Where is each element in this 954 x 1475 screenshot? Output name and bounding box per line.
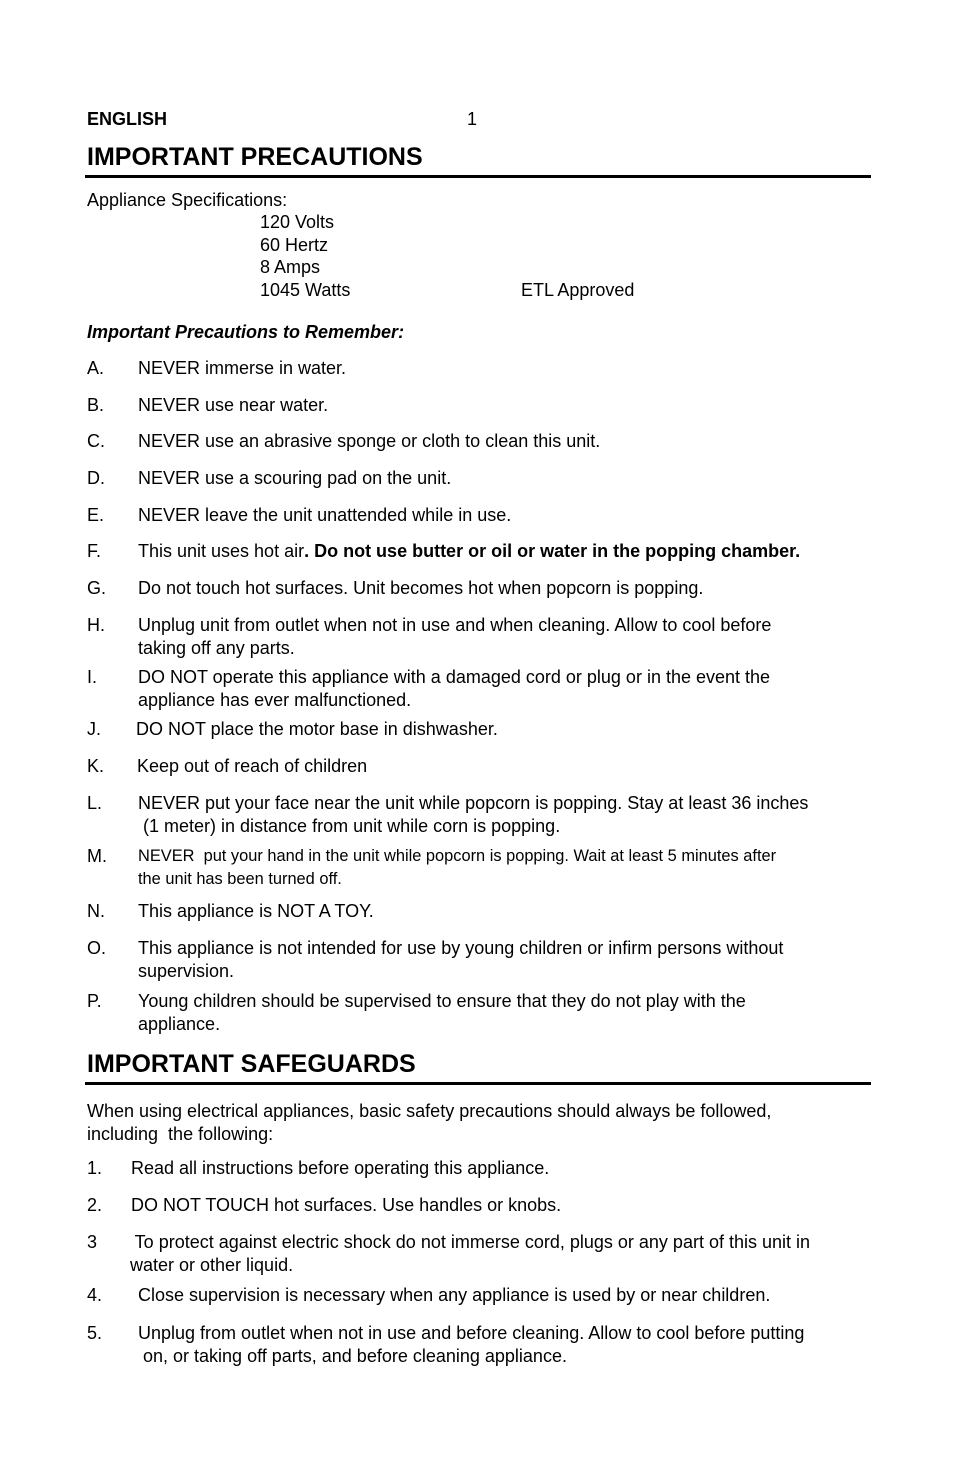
item-label: O. [87,938,107,958]
item-label: P. [87,991,102,1011]
item-label: K. [87,756,105,776]
item-text: supervision. [138,960,235,981]
item-text: (1 meter) in distance from unit while corn is popping. [138,815,561,836]
item-text: on, or taking off parts, and before cleaning appliance. [138,1345,567,1366]
item-label: 3 [87,1232,98,1252]
item-text: NEVER use near water. [138,395,329,415]
item-text: the unit has been turned off. [138,869,342,888]
approval-note: ETL Approved [521,280,635,300]
safeguards-intro: When using electrical appliances, basic safety precautions should always be followed, [87,1101,772,1121]
precautions-subtitle: Important Precautions to Remember: [87,322,405,342]
item-text: DO NOT operate this appliance with a damaged cord or plug or in the event the [138,667,771,687]
safeguards-heading: IMPORTANT SAFEGUARDS [87,1050,416,1078]
spec-watts: 1045 Watts [260,280,351,300]
item-label: 5. [87,1323,103,1343]
item-label: I. [87,667,98,687]
language-label: ENGLISH [87,109,168,129]
item-text: Unplug unit from outlet when not in use and when cleaning. Allow to cool before [138,615,772,635]
item-text: This appliance is not intended for use by young children or infirm persons without [138,938,784,958]
item-text: This appliance is NOT A TOY. [138,901,374,921]
heading-rule [85,1082,871,1085]
item-text: Do not touch hot surfaces. Unit becomes hot when popcorn is popping. [138,578,704,598]
item-label: M. [87,846,107,866]
item-text: NEVER use an abrasive sponge or cloth to clean this unit. [138,431,601,451]
item-text: taking off any parts. [138,637,295,658]
item-label: L. [87,793,103,813]
precautions-heading: IMPORTANT PRECAUTIONS [87,143,423,171]
item-label: A. [87,358,105,378]
item-text: DO NOT place the motor base in dishwasher. [136,719,498,739]
item-text-plain: This unit uses hot air [138,541,305,561]
spec-amps: 8 Amps [260,257,321,277]
item-label: 2. [87,1195,103,1215]
item-label: G. [87,578,107,598]
item-label: H. [87,615,105,635]
spec-volts: 120 Volts [260,212,335,232]
item-text: appliance has ever malfunctioned. [138,689,412,710]
item-label: D. [87,468,105,488]
item-label: J. [87,719,102,739]
item-label: B. [87,395,105,415]
item-text: Close supervision is necessary when any appliance is used by or near children. [138,1285,771,1305]
item-text-bold: . Do not use butter or oil or water in the popping chamber. [304,541,801,561]
item-text: To protect against electric shock do not immerse cord, plugs or any part of this unit in [130,1232,811,1252]
item-text: Keep out of reach of children [137,756,368,776]
item-label: 1. [87,1158,103,1178]
item-text: NEVER immerse in water. [138,358,347,378]
item-text: water or other liquid. [130,1254,294,1275]
heading-rule [85,175,871,178]
item-text: NEVER use a scouring pad on the unit. [138,468,452,488]
spec-label: Appliance Specifications: [87,190,288,210]
item-text: Young children should be supervised to ensure that they do not play with the [138,991,746,1011]
item-label: 4. [87,1285,103,1305]
item-text: appliance. [138,1013,221,1034]
item-label: N. [87,901,105,921]
item-label: F. [87,541,102,561]
item-text: NEVER leave the unit unattended while in use. [138,505,512,525]
item-label: E. [87,505,105,525]
item-text: NEVER put your hand in the unit while popcorn is popping. Wait at least 5 minutes after [138,847,777,865]
spec-hertz: 60 Hertz [260,235,329,255]
item-text: Unplug from outlet when not in use and before cleaning. Allow to cool before putting [138,1323,805,1343]
item-text: Read all instructions before operating this appliance. [131,1158,550,1178]
page-number: 1 [467,109,478,129]
item-text [138,540,800,563]
item-text: DO NOT TOUCH hot surfaces. Use handles or knobs. [131,1195,562,1215]
item-label: C. [87,431,105,451]
safeguards-intro: including the following: [87,1124,274,1144]
item-text: NEVER put your face near the unit while popcorn is popping. Stay at least 36 inches [138,793,809,813]
